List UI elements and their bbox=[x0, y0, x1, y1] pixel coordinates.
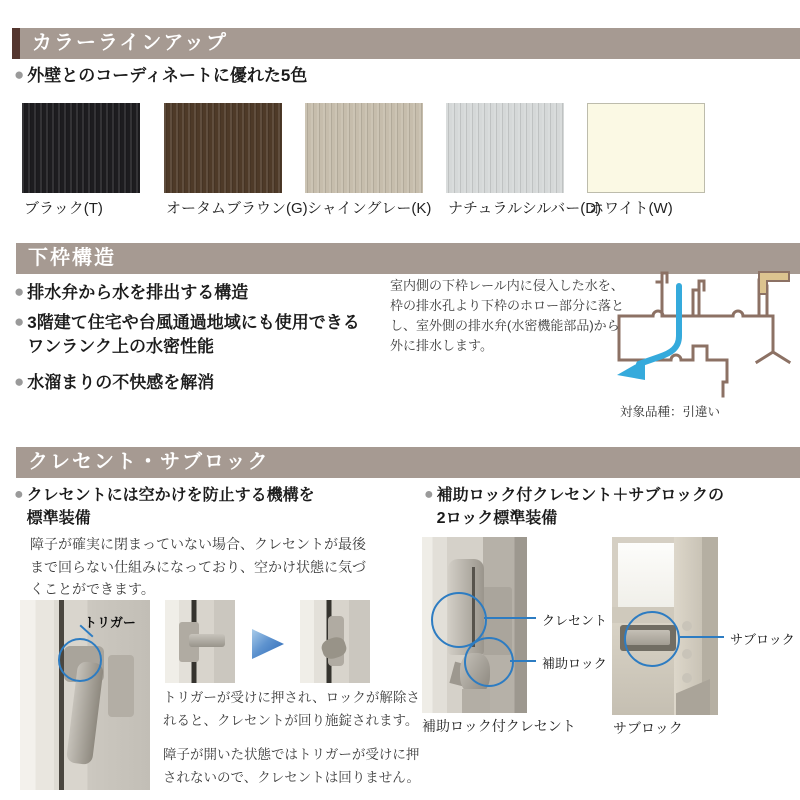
crescent-trigger-photo bbox=[20, 600, 150, 790]
crescent-unlocked-photo bbox=[165, 600, 235, 683]
screw bbox=[682, 649, 692, 659]
trigger-annotation-circle bbox=[58, 638, 102, 682]
lock-body-lower bbox=[462, 689, 490, 713]
sublock-photo bbox=[612, 537, 718, 715]
section-title-lower-frame: 下枠構造 bbox=[16, 243, 800, 274]
bullet-icon: ● bbox=[14, 312, 25, 331]
bullet-icon: ● bbox=[14, 65, 25, 84]
sublock-caption: サブロック bbox=[613, 720, 683, 736]
aux-lock-crescent-photo bbox=[422, 537, 527, 713]
bullet-icon: ● bbox=[424, 486, 434, 503]
lower-frame-description: 室内側の下枠レール内に侵入した水を、枠の排水孔より下枠のホロー部分に落とし、室外側の排水弁(水密機能部品)から外に排水します。 bbox=[390, 278, 625, 354]
swatch-label: オータムブラウン(G) bbox=[166, 200, 308, 217]
color-lineup-subtitle bbox=[14, 64, 307, 88]
crescent-left-paragraph: 障子が確実に閉まっていない場合、クレセントが最後まで回らない仕組みになっており、空かけ状態に気づくことができます。 bbox=[30, 536, 366, 598]
lower-frame-bullet-1-text: 排水弁から水を排出する構造 bbox=[27, 283, 249, 302]
aux-lock-leader-line bbox=[510, 660, 536, 662]
aux-lock-crescent-caption: 補助ロック付クレセント bbox=[422, 718, 576, 734]
water-flow-arrow bbox=[639, 286, 679, 364]
lower-frame-bullet-3 bbox=[14, 371, 367, 395]
aux-lock-callout-label: 補助ロック bbox=[542, 656, 607, 671]
color-swatch-autumn-brown bbox=[164, 103, 282, 193]
swatch-label: ホワイト(W) bbox=[589, 200, 673, 217]
crescent-leader-line bbox=[484, 617, 536, 619]
section-title-color-lineup: カラーラインアップ bbox=[20, 28, 800, 59]
crescent-handle-horizontal bbox=[189, 634, 225, 647]
frame-cross-section-diagram bbox=[605, 258, 800, 400]
crescent-callout-label: クレセント bbox=[542, 613, 608, 628]
color-lineup-subtitle-text: 外壁とのコーディネートに優れた5色 bbox=[27, 66, 308, 85]
lower-frame-bullet-1 bbox=[14, 281, 367, 305]
lower-frame-bullet-2-text: 3階建て住宅や台風通過地域にも使用できるワンランク上の水密性能 bbox=[27, 313, 360, 357]
screw bbox=[682, 621, 692, 631]
lower-frame-bullet-3-text: 水溜まりの不快感を解消 bbox=[27, 373, 215, 392]
swatch-label: シャイングレー(K) bbox=[307, 200, 432, 217]
color-swatch-natural-silver bbox=[446, 103, 564, 193]
crescent-left-heading bbox=[14, 485, 321, 530]
sublock-annotation-circle bbox=[624, 611, 680, 667]
aux-lock-annotation-circle bbox=[464, 637, 514, 687]
color-swatch-white bbox=[587, 103, 705, 193]
header-accent-block bbox=[12, 28, 20, 59]
trigger-label: トリガー bbox=[84, 615, 136, 630]
crescent-right-heading-text: 補助ロック付クレセント＋サブロックの2ロック標準装備 bbox=[436, 487, 725, 527]
crescent-left-heading-text: クレセントには空かけを防止する機構を標準装備 bbox=[26, 487, 315, 527]
sublock-leader-line bbox=[680, 636, 724, 638]
wood-flooring-piece bbox=[759, 272, 789, 294]
glass-pane bbox=[618, 543, 674, 607]
next-step-arrow-icon bbox=[252, 629, 284, 659]
sublock-callout-label: サブロック bbox=[730, 632, 795, 647]
screw bbox=[682, 673, 692, 683]
crescent-right-heading bbox=[424, 485, 731, 530]
color-swatch-black bbox=[22, 103, 140, 193]
color-swatch-shine-gray bbox=[305, 103, 423, 193]
crescent-locked-photo bbox=[300, 600, 370, 683]
crescent-explanation-1: トリガーが受けに押され、ロックが解除されると、クレセントが回り施錠されます。 bbox=[163, 690, 420, 728]
crescent-keeper bbox=[108, 655, 134, 717]
bullet-icon: ● bbox=[14, 282, 25, 301]
diagram-caption: 対象品種：引違い bbox=[620, 405, 721, 419]
bullet-icon: ● bbox=[14, 372, 25, 391]
bullet-icon: ● bbox=[14, 486, 24, 503]
crescent-explanation-2: 障子が開いた状態ではトリガーが受けに押されないので、クレセントは回りません。 bbox=[163, 747, 421, 785]
swatch-label: ナチュラルシルバー(D) bbox=[448, 200, 602, 217]
lower-frame-bullet-2 bbox=[14, 311, 365, 359]
section-title-crescent-sublock: クレセント・サブロック bbox=[16, 447, 800, 478]
swatch-label: ブラック(T) bbox=[24, 200, 103, 217]
